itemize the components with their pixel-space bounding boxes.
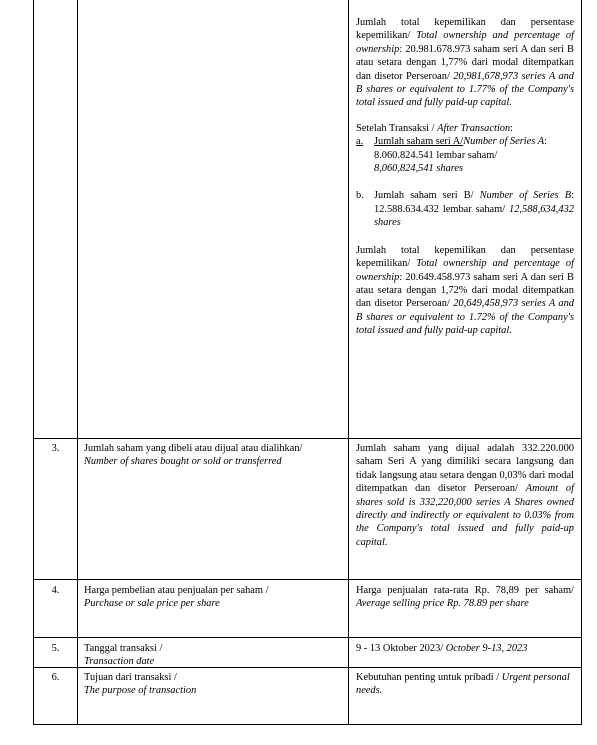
row-4-value-en: Average selling price Rp. 78.89 per share	[356, 598, 529, 610]
after-heading-label-en: After Transaction	[437, 122, 511, 134]
after-total-value: 20.649.458.973 saham seri A dan seri B atau setara dengan 1,72% dari modal ditempatkan dan disetor Perseroan/	[356, 271, 574, 310]
series-a-value: 8.060.824.541 lembar saham/	[374, 149, 498, 161]
after-total-value-en: 20,649,458,973 series A and B shares or equivalent to 1.72% of the Company's total issued and fully paid-up capital.	[356, 298, 574, 337]
row-4-value-id: Harga penjualan rata-rata Rp. 78,89 per saham/	[356, 585, 574, 596]
row-6-value-en: Urgent personal needs.	[356, 672, 570, 697]
row-number-5: 5.	[51, 643, 60, 654]
after-heading-label: Setelah Transaksi /	[356, 122, 438, 134]
row-3-value-en: Amount of shares sold is 332,220,000 series A Shares owned directly and indirectly or equivalent to 0.03% from the Company's total issued and fully paid-up capital.	[356, 483, 575, 548]
before-total-label: Jumlah total kepemilikan dan persentase kepemilikan/	[356, 17, 574, 42]
after-transaction-heading: Setelah Transaksi / After Transaction:	[356, 122, 514, 134]
series-b-label-en: Number of Series B	[479, 190, 572, 202]
row-3-label	[84, 442, 344, 469]
list-marker-b: b.	[356, 190, 364, 202]
row-5-value	[356, 642, 574, 655]
series-b-value-en: 12,588,634,432 shares	[374, 203, 574, 229]
after-total-block: Jumlah total kepemilikan dan persentase kepemilikan/ Total ownership and percentage of ownership: 20.649.458.973 saham seri A dan seri B atau setara dengan 1,72% dari modal ditempatkan dan disetor Perseroan/ 20,649,458,973 series A and B shares or equivalent to 1.72% of the Company's total issued and fully paid-up capital.	[356, 244, 574, 337]
row-divider	[33, 579, 582, 580]
before-total-block: Jumlah total kepemilikan dan persentase kepemilikan/ Total ownership and percentage of ownership: 20.981.678.973 saham seri A dan seri B atau setara dengan 1,77% dari modal ditempatkan dan disetor Perseroan/ 20,981,678,973 series A and B shares or equivalent to 1.77% of the Company's total issued and fully paid-up capital.	[356, 17, 574, 109]
table-border-right	[581, 0, 582, 725]
row-3-label-id: Jumlah saham yang dibeli atau dijual atau dialihkan/	[84, 443, 303, 454]
row-number-4: 4.	[51, 585, 60, 596]
row-4-label-en: Purchase or sale price per share	[84, 598, 220, 610]
after-total-label: Jumlah total kepemilikan dan persentase kepemilikan/	[356, 244, 574, 270]
list-item-series-b: b. Jumlah saham seri B/ Number of Series B: 12.588.634.432 lembar saham/ 12,588,634,432 shares	[356, 190, 574, 229]
series-b-value: 12.588.634.432 lembar saham/	[374, 203, 506, 215]
row-6-value-id: Kebutuhan penting untuk pribadi /	[356, 672, 502, 683]
column-divider-number	[77, 0, 78, 725]
row-6-label	[84, 671, 344, 698]
row-6-value	[356, 671, 574, 698]
row-4-label-id: Harga pembelian atau penjualan per saham /	[84, 585, 269, 596]
row-3-label-en: Number of shares bought or sold or transferred	[84, 456, 282, 468]
row-5-label	[84, 642, 344, 669]
series-a-value-en: 8,060,824,541 shares	[374, 163, 464, 175]
row-4-label	[84, 584, 344, 611]
list-item-series-a: a. Jumlah saham seri A/Number of Series A: 8.060.824.541 lembar saham/ 8,060,824,541 shares	[356, 135, 574, 175]
row-5-label-id: Tanggal transaksi /	[84, 643, 163, 654]
before-total-label-en: Total ownership and percentage of ownership	[356, 30, 574, 55]
row-5-value-en: October 9-13, 2023	[445, 643, 528, 654]
column-divider-label	[348, 0, 349, 725]
series-a-label: Jumlah saham seri A/	[374, 136, 464, 148]
row-3-value	[356, 442, 574, 549]
after-total-label-en: Total ownership and percentage of ownership	[356, 258, 574, 283]
before-total-value-en: 20,981,678,973 series A and B shares or equivalent to 1.77% of the Company's total issued and fully paid-up capital.	[356, 70, 574, 109]
row-divider	[33, 438, 582, 439]
table-border-left	[33, 0, 34, 725]
row-divider	[33, 637, 582, 638]
row-number-3: 3.	[51, 443, 60, 454]
before-total-value: 20.981.678.973 saham seri A dan seri B atau setara dengan 1,77% dari modal ditempatkan dan disetor Perseroan/	[356, 43, 574, 82]
series-a-label-en: Number of Series A	[463, 136, 545, 148]
row-6-label-en: The purpose of transaction	[84, 685, 197, 697]
row-5-label-en: Transaction date	[84, 656, 155, 668]
row-3-value-id: Jumlah saham yang dijual adalah 332.220.000 saham Seri A yang dimiliki secara langsung dan tidak langsung atau setara dengan 0,03% dari modal ditempatkan dan disetor Perseroan/	[356, 443, 574, 495]
row-4-value	[356, 584, 574, 611]
ownership-details-cell	[356, 16, 574, 338]
row-number-6: 6.	[51, 672, 60, 683]
table-border-bottom	[33, 724, 582, 725]
series-b-label: Jumlah saham seri B/	[374, 190, 480, 202]
list-marker-a: a.	[356, 136, 364, 148]
row-5-value-id: 9 - 13 Oktober 2023/	[356, 643, 444, 654]
row-6-label-id: Tujuan dari transaksi /	[84, 672, 177, 683]
